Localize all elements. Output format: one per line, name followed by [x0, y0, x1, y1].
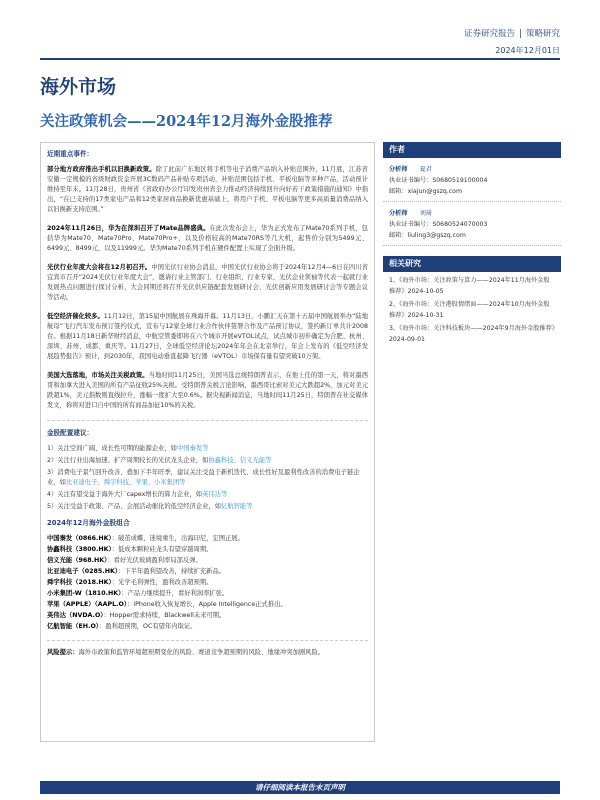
suggestion-item: 4）关注有望受益于海外大厂capex增长的算力企业，如英伟达等 [47, 491, 228, 498]
suggestion-highlight: 亿航智能等 [221, 503, 253, 510]
footer-disclaimer: 请仔细阅读本报告末页声明 [40, 781, 560, 794]
sidebar [383, 142, 561, 347]
news-paragraph [47, 263, 368, 303]
related-item[interactable]: 3、《海外市场：关注科技板块——2024年9月海外金股推荐》2024-09-01 [389, 325, 559, 343]
paragraph-lead: 低空经济催化较多。 [47, 313, 104, 320]
main-content [40, 142, 375, 742]
stock-name: 信义光能（968.HK） [47, 557, 108, 564]
stock-item: 信义光能（968.HK）：看好光伏玻璃盈利率局部反弹。 [47, 557, 202, 564]
related-heading: 相关研究 [383, 256, 561, 272]
stock-name: 苹果（APPLE）（AAPL.O） [47, 601, 128, 608]
related-date: 2024-10-31 [407, 312, 444, 319]
suggestion-item: 2）关注行业出海加速、扩产周期较长的光伏龙头企业，如协鑫科技、信义光能等 [47, 457, 272, 464]
analyst-email[interactable]: liuling3@gszq.com [407, 232, 466, 239]
header-date: 2024年12月01日 [495, 46, 560, 55]
paragraph-body: 除了此前广东地区将手机等电子消费产品纳入补贴范围外，11月底，江苏省安徽一定规模的省级财政资金开展3C数码产品补贴专项活动，补贴范围包括手机、平板电脑等多种产品，活动预计维持至年末。11月28日，贵州省《省政府办公厅印发贵州省全力推动经济持续回升向好若干政策措施的通知》中指出，“在已支持的17类家电产品和12类家居商品换新优惠基础上，将用户手机、平板电脑等更多高质量消费品纳入以旧换新支持范围。” [47, 166, 369, 213]
news-paragraph [47, 371, 368, 411]
suggestion-highlight: 比亚迪电子、舜宇科技、苹果、小米集团等 [65, 479, 186, 486]
stock-name: 中国秦发（0866.HK） [47, 535, 112, 542]
risk-warning [47, 648, 368, 658]
report-type: 海外市场 [40, 76, 117, 98]
suggestion-highlight: 协鑫科技、信义光能等 [208, 457, 272, 464]
header-divider [40, 58, 560, 60]
paragraph-lead: 部分地方政府推出手机以旧换新政策。 [47, 166, 156, 173]
stock-name: 小米集团-W（1810.HK） [47, 590, 122, 597]
paragraph-body: 11月12日，第15届中国航展在珠海开幕。11月13日，小鹏汇天在第十五届中国航展举办“陆地航母”飞行汽车发布预订签约仪式，宣布与12家全球行业合作伙伴签署合作及产品预订协议，签约新订单共计2008台。根据11月18日新华财经消息，中航空管委即将在六个城市开展eVTOL试点，试点城市初步确定为合肥、杭州、深圳、苏州、成都、重庆等。11月27日，全球低空经济论坛2024年年会在北京举行，年会上发布的《低空经济发展趋势报告》预计，到2030年，我国电动垂直起降飞行器（eVTOL）市场保有量有望突破10万架。 [47, 313, 369, 360]
paragraph-lead: 美国大选落地，市场关注关税政策。 [47, 372, 149, 379]
news-paragraph [47, 165, 368, 215]
risk-body: 海外市政策和监管环境超预期变化的风险、赛道竞争超预期的风险、地缘冲突加剧风险。 [78, 649, 325, 656]
stock-name: 英伟达（NVDA.O） [47, 612, 104, 619]
related-list [383, 272, 561, 345]
section-suggest-heading: 金股配置建议： [47, 429, 94, 437]
suggestion-highlight: 英伟达等 [202, 491, 228, 498]
header-category: 证券研究报告 | 策略研究 [464, 29, 560, 39]
stock-item: 英伟达（NVDA.O）：Hopper需求持续，Blackwell未来可期。 [47, 612, 226, 619]
header-category-text: 证券研究报告 [464, 29, 516, 39]
stock-item: 协鑫科技（3800.HK）：低成本颗粒硅龙头有望穿越周期。 [47, 546, 213, 553]
paragraph-body: 中国光伏行业协会消息，中国光伏行业协会将于2024年12月4—6日在四川省宜宾市召开“2024光伏行业年度大会”，邀请行业主管部门、行业组织、行业专家、光伏企业领袖等代表一起就行业发展热点问题进行探讨分析，大会同期还将召开光伏供应链配套发展研讨会、光伏创新应用发展研讨会等专题会议等活动。 [47, 264, 369, 301]
analyst-email[interactable]: xiajun@gszq.com [407, 188, 462, 195]
stock-name: 比亚迪电子（0285.HK） [47, 568, 118, 575]
analyst-cert: S0680524070003 [432, 221, 488, 228]
related-item[interactable]: 1、《海外市场：关注政策与算力——2024年11月海外金股推荐》2024-10-05 [389, 277, 550, 295]
stock-item: 中国秦发（0866.HK）：破茧成蝶，迷境重生，出海印尼，宏图正展。 [47, 535, 244, 542]
stock-item: 苹果（APPLE）（AAPL.O）：iPhone收入恢复增长，Apple Intelligence正式推出。 [47, 601, 287, 608]
report-title: 关注政策机会——2024年12月海外金股推荐 [40, 113, 333, 130]
stock-name: 舜宇科技（2018.HK） [47, 579, 112, 586]
suggestion-item: 5）关注受益于政策、产品、会展活动催化的低空经济企业，如亿航智能等 [47, 503, 253, 510]
analyst-name: 夏君 [419, 166, 432, 173]
paragraph-body: 当地时间11月25日，美国当选总统特朗普表示，在他上任的第一天，将对墨西哥和加拿大进入美国的所有产品征收25%关税。受特朗普关税言论影响，墨西哥比索对美元大跌超2%，加元对美元跌超1%，美元指数则直线拉升，涨幅一度扩大至0.6%。据央视新闻消息，当地时间11月25日，特朗普在社交媒体发文，称将对进口自中国的所有商品加征10%的关税。 [47, 372, 368, 409]
paragraph-body: 在此次发布会上，华为正式发布了Mate70系列手机，包括华为Mate70、Mate70Pro、Mate70Pro+，以及价格较高的Mate70RS等几大机，起售价分别为5499元、6499元、8499元，以及11999元。华为Mate70系列手机在硬件配置上实现了全面升级。 [47, 225, 368, 252]
related-date: 2024-10-05 [407, 288, 444, 295]
related-date: 2024-09-01 [389, 336, 425, 343]
stock-item: 亿航智能（EH.O）：盈利超预期，OC有望年内取证。 [47, 623, 197, 630]
paragraph-lead: 2024年11月26日，华为在深圳召开了Mate品牌盛典。 [47, 225, 210, 232]
analyst-role: 分析师 [389, 166, 408, 173]
section-stocks-heading: 2024年12月海外金股组合 [47, 519, 130, 527]
stock-name: 协鑫科技（3800.HK） [47, 546, 112, 553]
news-paragraph [47, 312, 368, 362]
section-news-heading: 近期重点事件： [47, 150, 94, 158]
analyst-card: 分析师 夏君 执业证书编号：S0680519100004 邮箱：xiajun@gszq.com [383, 158, 561, 202]
suggestion-highlight: 中国秦发等 [176, 445, 209, 452]
header-subcategory: 策略研究 [525, 29, 560, 39]
related-item[interactable]: 2、《海外市场：关注港股情绪面——2024年10月海外金股推荐》2024-10-31 [389, 301, 550, 319]
stock-item: 小米集团-W（1810.HK）：产品力继续提升，看好利润率扩张。 [47, 590, 229, 597]
stock-item: 比亚迪电子（0285.HK）：下半年盈利望改善，持续扩充新品。 [47, 568, 226, 575]
analyst-card: 分析师 刘琦 执业证书编号：S0680524070003 邮箱：liuling3@gszq.com [383, 202, 561, 246]
suggestion-item: 1）关注空间广阔、成长性可期的能源企业，如中国秦发等 [47, 445, 209, 452]
stock-item: 舜宇科技（2018.HK）：光学毛利弹性，盈利改善超预期。 [47, 579, 213, 586]
stock-name: 亿航智能（EH.O） [47, 623, 99, 630]
analyst-name: 刘琦 [419, 210, 432, 217]
paragraph-lead: 光伏行业年度大会将在12月初召开。 [47, 264, 152, 271]
analyst-role: 分析师 [389, 210, 408, 217]
section-divider [47, 640, 368, 641]
analyst-cert: S0680519100004 [432, 177, 488, 184]
suggestion-item: 3）消费电子景气回升改善、叠加下半年旺季，建议关注受益于新机迭代、成长性好及盈利性改善的消费电子链企业，如比亚迪电子、舜宇科技、苹果、小米集团等 [47, 469, 360, 486]
section-divider [47, 420, 368, 421]
news-paragraph [47, 224, 368, 254]
author-heading: 作者 [383, 142, 561, 158]
risk-lead: 风险提示： [47, 649, 79, 656]
